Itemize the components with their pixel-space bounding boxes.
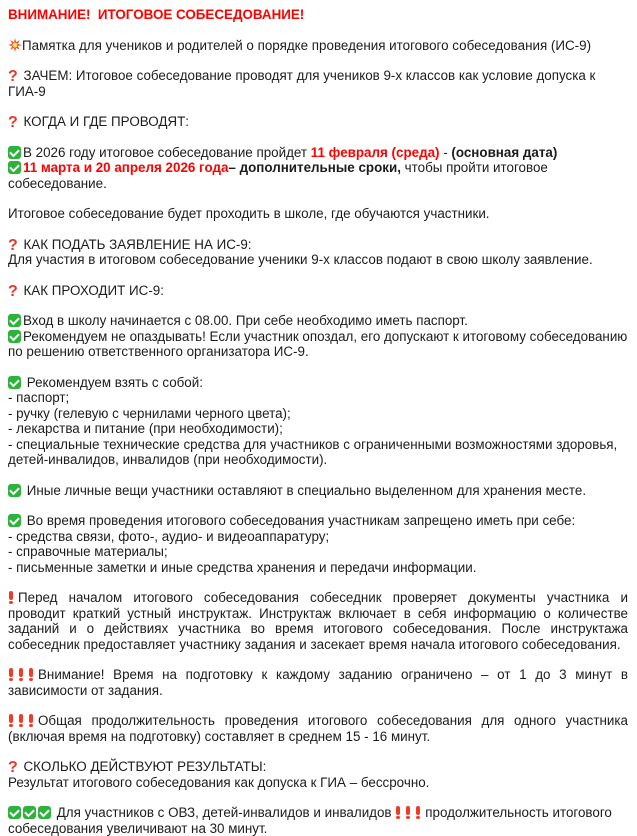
bring-item-special-means [8, 437, 628, 468]
bring-item-medicine [8, 421, 628, 437]
burst-icon [8, 38, 22, 52]
check-icon [8, 146, 21, 159]
memo-subtitle [8, 38, 628, 54]
bring-item-passport [8, 390, 628, 406]
additional-dates-line-text-3: чтобы пройти итоговое собеседование. [8, 160, 552, 191]
prohibited-item-references-text-0: - справочные материалы; [8, 544, 168, 559]
prohibited-header-text-1: Во время проведения итогового собеседования участникам запрещено иметь при себе: [23, 513, 576, 528]
excl-icon [18, 714, 23, 727]
bring-item-special-means-text-0: - специальные технические средства для участников с ограниченными возможностями здоровья, детей-инвалидов, инвалидов (при необходимости). [8, 436, 622, 467]
prohibited-item-notes [8, 560, 628, 576]
additional-dates-line-text-2: – дополнительные сроки, [228, 160, 401, 175]
results-text [8, 775, 628, 791]
excl-icon [8, 591, 13, 604]
section-why-text-1: ЗАЧЕМ: Итоговое собеседование проводят для учеников 9-х классов как условие допуска к ГИА-9 [8, 68, 600, 99]
prohibited-item-devices [8, 529, 628, 545]
bring-item-pen-text-0: - ручку (гелевую с чернилами черного цвета); [8, 405, 291, 421]
entry-time-note [8, 313, 628, 329]
page-title [8, 7, 628, 23]
excl-icon [8, 714, 13, 727]
excl-icon [8, 668, 13, 681]
prohibited-item-references [8, 544, 628, 560]
application-text [8, 252, 628, 268]
check-icon [8, 484, 21, 497]
question-icon: ? [8, 759, 18, 776]
question-icon: ? [8, 68, 18, 85]
check-icon [8, 161, 21, 174]
main-date-line-text-2: 11 февраля (среда) [310, 144, 440, 160]
additional-dates-line-text-1: 11 марта и 20 апреля 2026 года [23, 160, 229, 175]
section-why [8, 68, 628, 99]
section-process-text-1: КАК ПРОХОДИТ ИС-9: [19, 282, 164, 298]
results-text-text-0: Результат итогового собеседования как допуска к ГИА – бессрочно. [8, 774, 430, 790]
entry-time-note-text-1: Вход в школу начинается с 08.00. При себе необходимо иметь паспорт. [23, 313, 468, 328]
check-icon [8, 330, 21, 343]
question-icon: ? [8, 282, 18, 300]
instruction-paragraph-text-1: Перед началом итогового собеседования собеседник проверяет документы участника и проводит краткий устный инструктаж. Инструктаж включает в себя информацию о количестве заданий и о действиях участника во время итогового собеседования. После инструктажа собеседник предоставляет участнику задания и засекает время начала итогового собеседования. [8, 590, 632, 652]
ovz-extension-note-text-3: Для участников с ОВЗ, детей-инвалидов и инвалидов [53, 805, 396, 820]
main-date-line [8, 145, 628, 161]
page-title-text-0: ВНИМАНИЕ! ИТОГОВОЕ СОБЕСЕДОВАНИЕ! [8, 7, 305, 22]
bring-item-medicine-text-0: - лекарства и питание (при необходимости); [8, 421, 283, 436]
bring-list-header [8, 375, 628, 391]
check-icon [8, 514, 21, 527]
question-icon: ? [8, 236, 18, 254]
storage-note-text-1: Иные личные вещи участники оставляют в специально выделенном для хранения месте. [23, 482, 587, 498]
ovz-extension-note-text-7: продолжительность итогового собеседования увеличивают на 30 минут. [8, 805, 616, 836]
section-application-text-1: КАК ПОДАТЬ ЗАЯВЛЕНИЕ НА ИС-9: [19, 236, 252, 252]
late-policy-note-text-1: Рекомендуем не опаздывать! Если участник опоздал, его допускают к итоговому собеседованию по решению ответственного организатора ИС-9. [8, 328, 632, 359]
bring-list-header-text-1: Рекомендуем взять с собой: [23, 374, 203, 390]
section-when-where [8, 114, 628, 130]
bring-item-passport-text-0: - паспорт; [8, 390, 70, 405]
question-icon: ? [8, 114, 18, 131]
application-text-text-0: Для участия в итоговом собеседование ученики 9-х классов подают в свою школу заявление. [8, 252, 593, 267]
check-icon [8, 314, 21, 327]
memo-subtitle-text-1: Памятка для учеников и родителей о порядке проведения итогового собеседования (ИС-9) [22, 37, 592, 53]
section-results-text-1: СКОЛЬКО ДЕЙСТВУЮТ РЕЗУЛЬТАТЫ: [19, 759, 267, 774]
location-note [8, 206, 628, 222]
excl-icon [18, 668, 23, 681]
main-date-line-text-3: - [439, 144, 452, 160]
prep-time-warning-text-3: Внимание! Время на подготовку к каждому заданию ограничено – от 1 до 3 минут в зависимости от задания. [8, 667, 632, 698]
additional-dates-line [8, 160, 628, 191]
ovz-extension-note [8, 805, 628, 836]
section-process [8, 283, 628, 299]
bring-item-pen [8, 406, 628, 422]
storage-note [8, 483, 628, 499]
total-duration-note-text-3: Общая продолжительность проведения итогового собеседования для одного участника (включая время на подготовку) составляет в среднем 15 - 16 минут. [8, 713, 632, 744]
excl-icon [28, 668, 33, 681]
section-results [8, 759, 628, 775]
location-note-text-0: Итоговое собеседование будет проходить в школе, где обучаются участники. [8, 206, 490, 221]
excl-icon [28, 714, 33, 727]
section-application [8, 237, 628, 253]
main-date-line-text-1: В 2026 году итоговое собеседование пройдет [23, 144, 311, 160]
late-policy-note [8, 328, 632, 360]
main-date-line-text-4: (основная дата) [451, 144, 558, 160]
section-when-where-text-1: КОГДА И ГДЕ ПРОВОДЯТ: [19, 114, 189, 129]
prohibited-header [8, 513, 628, 529]
prohibited-item-devices-text-0: - средства связи, фото-, аудио- и видеоаппаратуру; [8, 528, 330, 544]
prohibited-item-notes-text-0: - письменные заметки и иные средства хранения и передачи информации. [8, 559, 477, 575]
check-icon [8, 376, 21, 389]
total-duration-note [8, 713, 632, 744]
instruction-paragraph [8, 590, 632, 652]
prep-time-warning [8, 667, 632, 698]
